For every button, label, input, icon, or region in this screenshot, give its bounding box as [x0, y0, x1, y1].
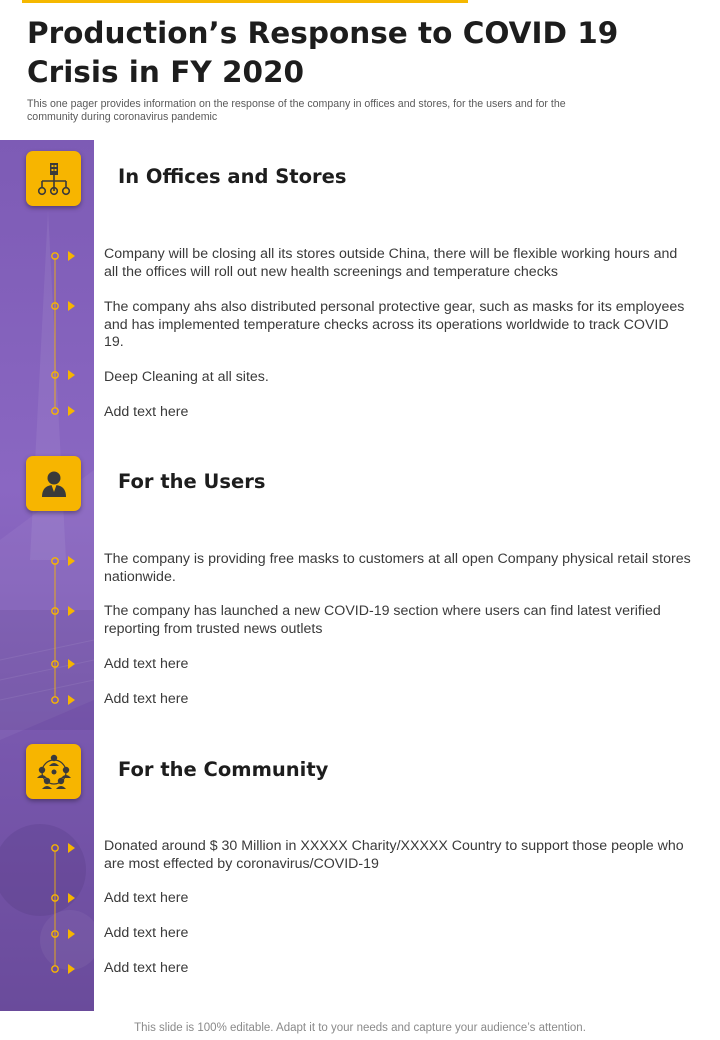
text-line: reporting from trusted news outlets: [104, 620, 323, 637]
organization-chart-icon: [36, 161, 72, 197]
community-item-2: [104, 890, 714, 908]
timeline-node: [52, 966, 58, 972]
section-title-community: For the Community: [118, 758, 329, 781]
section-title-offices: In Offices and Stores: [118, 165, 347, 188]
offices-icon-tile: [26, 151, 81, 206]
page-subtitle: [27, 98, 667, 124]
text-line: 19.: [104, 334, 124, 350]
section-title-users: For the Users: [118, 470, 266, 493]
bullet-arrow-icon: [68, 301, 75, 311]
timeline-arrows: [68, 251, 75, 974]
text-line: Add text here: [104, 960, 189, 976]
users-item-4: [104, 691, 714, 709]
user-icon: [38, 468, 70, 500]
community-item-4: [104, 960, 714, 978]
bullet-arrow-icon: [68, 251, 75, 261]
offices-item-4: [104, 404, 714, 422]
text-line: Add text here: [104, 925, 189, 941]
text-line: and has implemented temperature checks across its operations worldwide to track COVID: [104, 316, 669, 333]
page-title-line-1: Production’s Response to COVID 19: [27, 16, 619, 50]
timeline-node: [52, 408, 58, 414]
subtitle-line-1: This one pager provides information on the response of the company in offices and stores, for the users and for the: [27, 98, 566, 110]
page-title: [27, 14, 687, 92]
text-line: The company ahs also distributed personal protective gear, such as masks for its employees: [104, 299, 685, 315]
footer-note: This slide is 100% editable. Adapt it to your needs and capture your audience’s attention.: [134, 1022, 586, 1034]
text-line: Add text here: [104, 691, 189, 707]
users-item-3: [104, 656, 714, 674]
users-item-1: [104, 551, 714, 586]
text-line: Add text here: [104, 890, 189, 906]
offices-item-3: [104, 369, 714, 387]
text-line: Deep Cleaning at all sites.: [104, 369, 269, 385]
bullet-arrow-icon: [68, 556, 75, 566]
bullet-arrow-icon: [68, 370, 75, 380]
community-item-3: [104, 925, 714, 943]
timeline-node: [52, 697, 58, 703]
text-line: The company is providing free masks to customers at all open Company physical retail stores: [104, 551, 691, 567]
users-icon-tile: [26, 456, 81, 511]
bullet-arrow-icon: [68, 659, 75, 669]
bullet-arrow-icon: [68, 695, 75, 705]
bullet-arrow-icon: [68, 893, 75, 903]
text-line: Add text here: [104, 656, 189, 672]
text-line: Add text here: [104, 404, 189, 420]
text-line: Company will be closing all its stores outside China, there will be flexible working hours and: [104, 246, 678, 262]
community-icon-tile: [26, 744, 81, 799]
community-group-icon: [34, 752, 74, 792]
bullet-arrow-icon: [68, 606, 75, 616]
offices-item-1: [104, 246, 714, 281]
users-item-2: [104, 603, 714, 638]
text-line: Donated around $ 30 Million in XXXXX Charity/XXXXX Country to support those people who: [104, 838, 684, 854]
subtitle-line-2: community during coronavirus pandemic: [27, 111, 218, 123]
offices-item-2: [104, 299, 714, 352]
community-item-1: [104, 838, 714, 873]
text-line: nationwide.: [104, 568, 176, 585]
page-title-line-2: Crisis in FY 2020: [27, 55, 305, 89]
text-line: all the offices will roll out new health screenings and temperature checks: [104, 263, 558, 280]
bullet-arrow-icon: [68, 843, 75, 853]
text-line: The company has launched a new COVID-19 section where users can find latest verified: [104, 603, 661, 619]
bullet-arrow-icon: [68, 406, 75, 416]
bullet-arrow-icon: [68, 929, 75, 939]
text-line: are most effected by coronavirus/COVID-19: [104, 855, 379, 872]
bullet-arrow-icon: [68, 964, 75, 974]
timeline-node: [52, 845, 58, 851]
